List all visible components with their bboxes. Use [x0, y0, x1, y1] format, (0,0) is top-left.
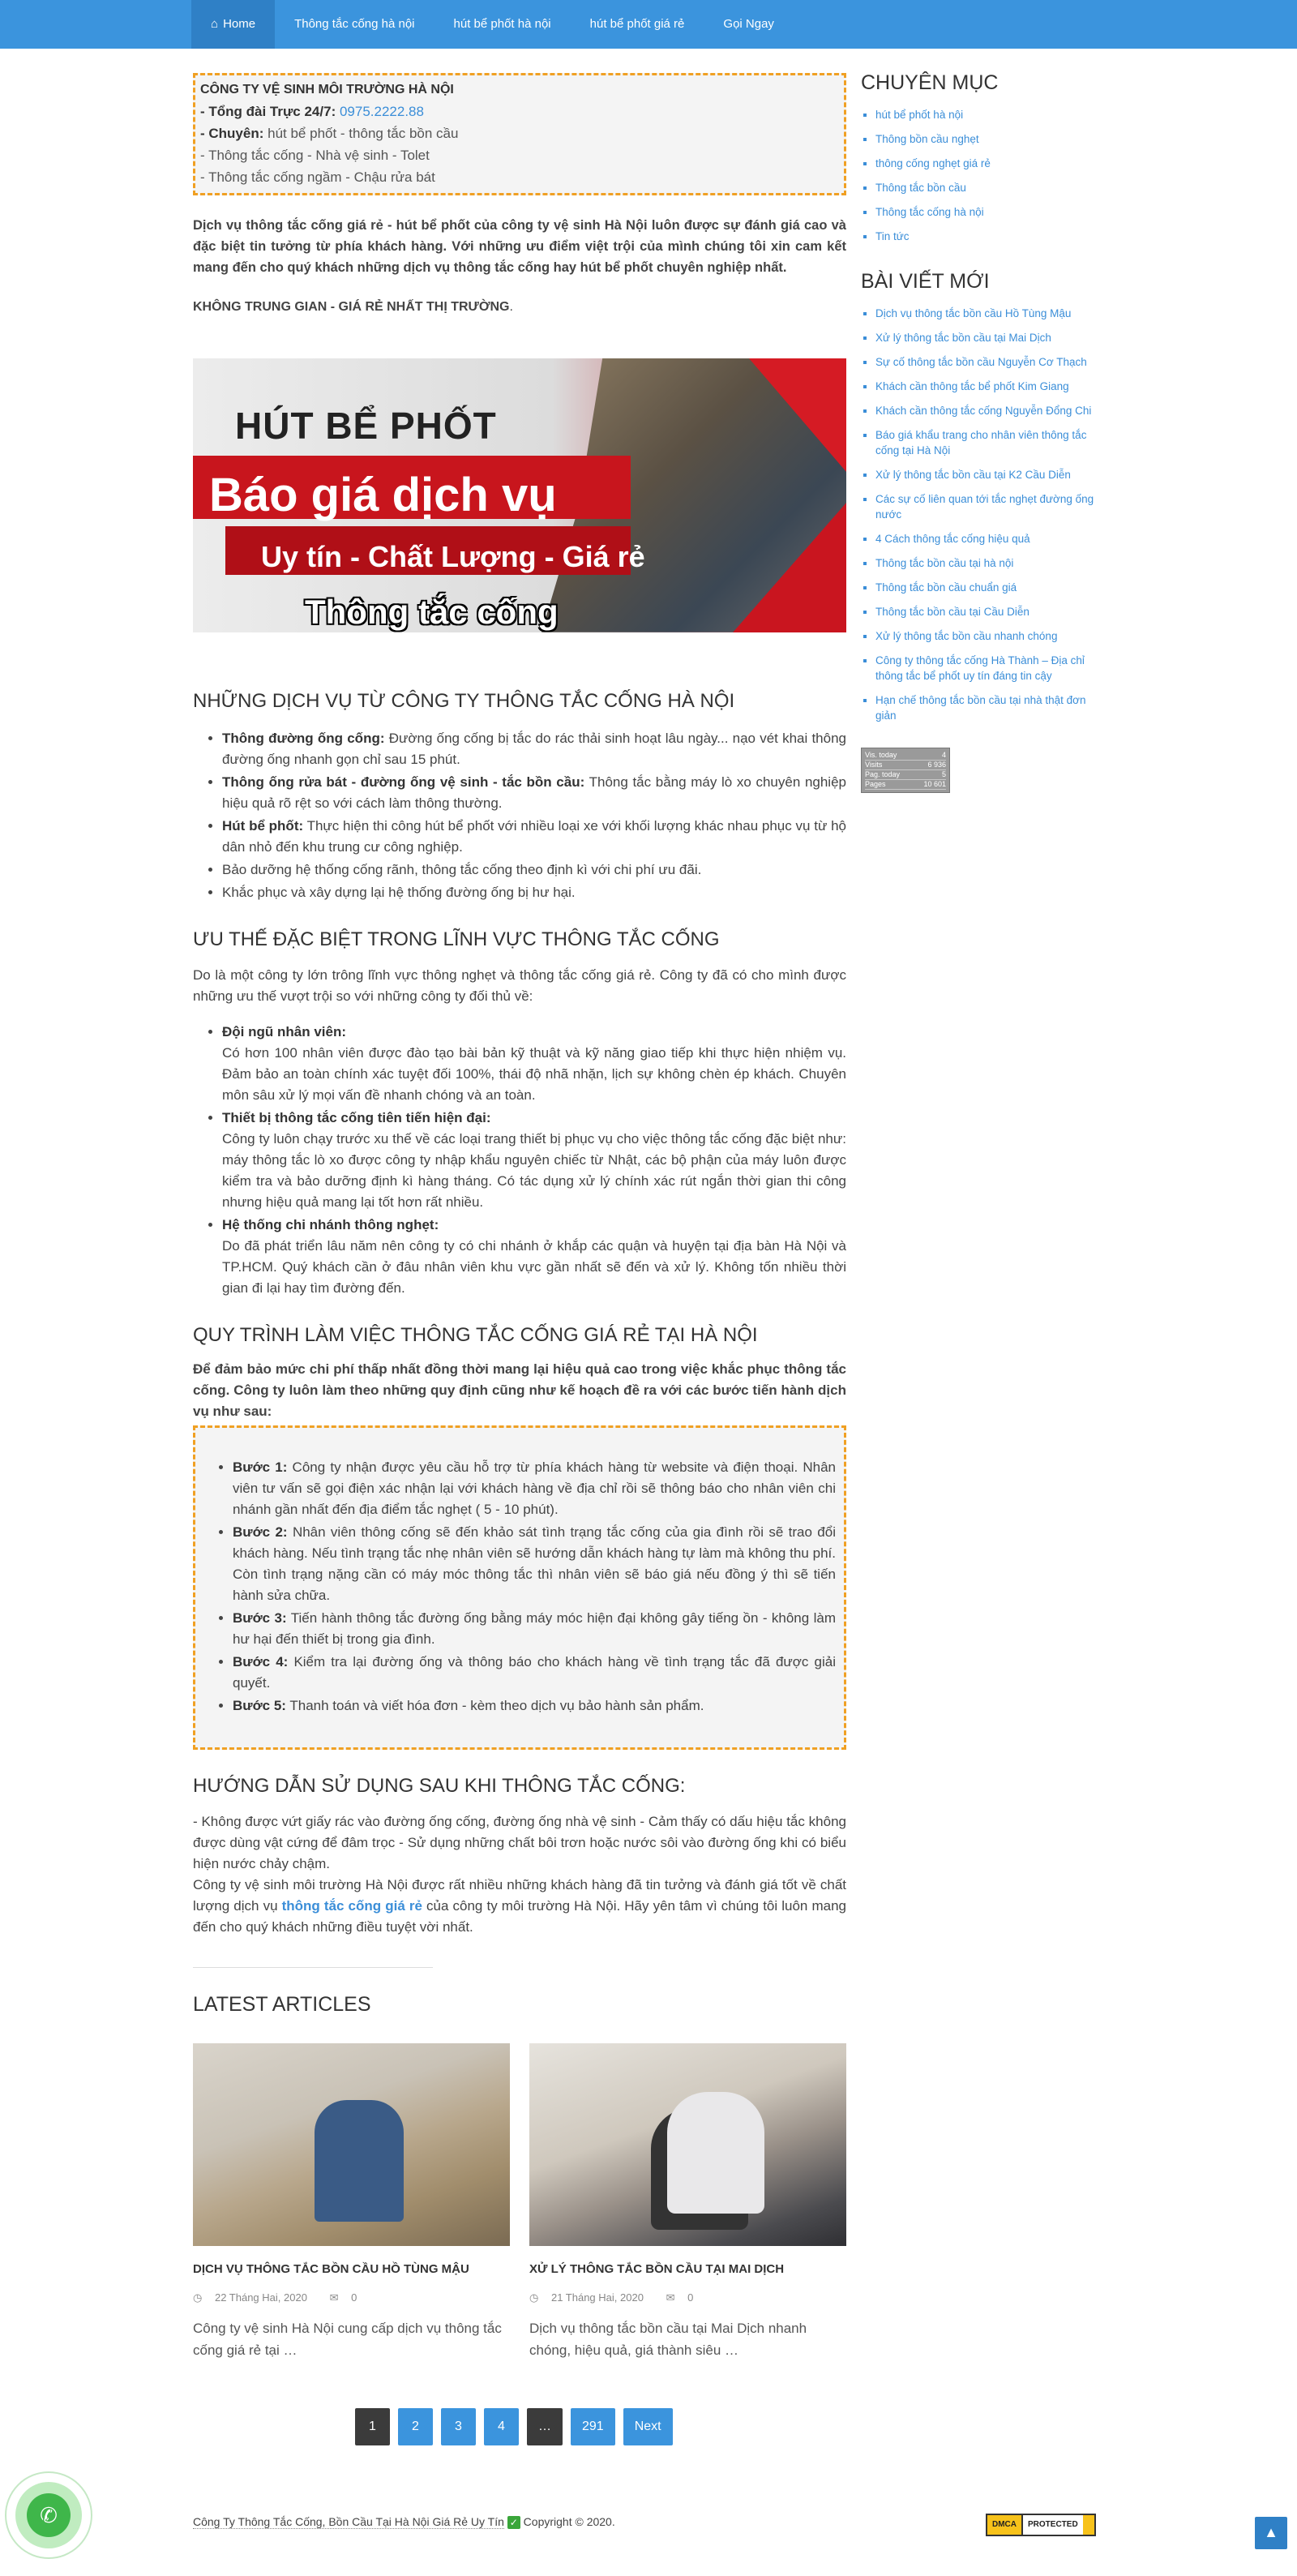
section-title-advantages: ƯU THẾ ĐẶC BIỆT TRONG LĨNH VỰC THÔNG TẮC CỐNG	[193, 928, 720, 950]
category-item: ▪ hút bể phốt hà nội	[875, 107, 1104, 122]
company-name: CÔNG TY VỆ SINH MÔI TRƯỜNG HÀ NỘI	[200, 83, 454, 96]
next-page-button[interactable]: Next	[623, 2408, 673, 2445]
recent-post-item: ▪ Báo giá khẩu trang cho nhân viên thông tắc cống tại Hà Nội	[875, 427, 1104, 458]
process-step: • Bước 1: Công ty nhận được yêu cầu hỗ trợ từ phía khách hàng từ website và điện thoại. Nhân viên tư vấn sẽ gọi điện xác nhận lại với khách hàng về địa chỉ rồi sẽ thông báo cho nhân viên chi nhánh gần nhất đến địa điểm tắc nghẹt ( 5 - 10 phút).	[233, 1457, 836, 1520]
recent-posts-title: BÀI VIẾT MỚI	[861, 270, 990, 293]
banner-decoration	[733, 503, 846, 632]
latest-articles-title: LATEST ARTICLES	[193, 1992, 371, 2016]
list-item: • Thông ống rửa bát - đường ống vệ sinh - tắc bồn cầu: Thông tắc bằng máy lò xo chuyên nghiệp hiệu quả rõ rệt so với cách làm thông thường.	[222, 772, 846, 814]
process-steps-box	[193, 1425, 846, 1750]
process-step: • Bước 2: Nhân viên thông cống sẽ đến khảo sát tình trạng tắc cống của gia đình rồi sẽ trao đổi khách hàng. Nếu tình trạng tắc nhẹ nhân viên sẽ hướng dẫn khách hàng tự làm mà không thu phí. Còn tình trạng nặng cần có máy móc thông tắc thì nhân viên sẽ báo giá nếu đồng ý thì sẽ tiến hành sửa chữa.	[233, 1522, 836, 1606]
visitor-counter	[861, 748, 950, 793]
article-meta: ◷ 22 Tháng Hai, 2020 ✉ 0	[193, 2291, 357, 2304]
category-item: ▪ thông cống nghẹt giá rẻ	[875, 156, 1104, 171]
comment-icon: ✉	[666, 2291, 675, 2304]
banner-heading: HÚT BỂ PHỐT	[235, 404, 497, 447]
banner-subheading: Báo giá dịch vụ	[209, 468, 557, 521]
article-card	[193, 2043, 510, 2361]
nav-item-hut-be-phot-gia-re[interactable]: hút bể phốt giá rẻ	[589, 17, 685, 32]
recent-post-item: ▪ Khách cần thông tắc bể phốt Kim Giang	[875, 379, 1104, 394]
counter-row: Pag. today 5	[865, 770, 946, 778]
page-last[interactable]: 291	[571, 2408, 615, 2445]
recent-post-item: ▪ Xử lý thông tắc bồn cầu nhanh chóng	[875, 628, 1104, 644]
advantages-intro: Do là một công ty lớn trông lĩnh vực thông nghẹt và thông tắc cống giá rẻ. Công ty đã có cho mình được những ưu thế vượt trội so với những công ty đối thủ về:	[193, 967, 846, 1004]
footer-site-link[interactable]: Công Ty Thông Tắc Cống, Bồn Cầu Tại Hà Nội Giá Rẻ Uy Tín	[193, 2515, 504, 2528]
guide-paragraph: - Không được vứt giấy rác vào đường ống cống, đường ống nhà vệ sinh - Cảm thấy có dấu hiệu tắc không được dùng vật cứng để đâm trọc - Sử dụng những chất bôi trơn hoặc nước sôi vào đường ống khi có biểu hiện nước chảy chậm.	[193, 1813, 846, 1871]
recent-post-item: ▪ Xử lý thông tắc bồn cầu tại Mai Dịch	[875, 330, 1104, 345]
hotline-link[interactable]: 0975.2222.88	[339, 104, 424, 119]
section-title-process: QUY TRÌNH LÀM VIỆC THÔNG TẮC CỐNG GIÁ RẺ TẠI HÀ NỘI	[193, 1323, 758, 1346]
section-title-guide: HƯỚNG DẪN SỬ DỤNG SAU KHI THÔNG TẮC CỐNG:	[193, 1774, 686, 1797]
scroll-to-top-button[interactable]	[1255, 2517, 1287, 2549]
specialty-line: - Chuyên: hút bể phốt - thông tắc bồn cầu	[200, 126, 459, 141]
recent-post-item: ▪ Công ty thông tắc cống Hà Thành – Địa chỉ thông tắc bể phốt uy tín đáng tin cậy	[875, 653, 1104, 684]
comment-icon: ✉	[329, 2291, 339, 2304]
counter-row: Pages 10 601	[865, 780, 946, 788]
top-navigation	[0, 0, 1297, 49]
page-4[interactable]: 4	[484, 2408, 519, 2445]
article-title[interactable]: DỊCH VỤ THÔNG TẮC BỒN CẦU HỒ TÙNG MẬU	[193, 2261, 469, 2276]
category-item: ▪ Thông bồn cầu nghẹt	[875, 131, 1104, 147]
clock-icon: ◷	[529, 2291, 539, 2304]
service-line: - Thông tắc cống ngầm - Chậu rửa bát	[200, 169, 435, 185]
nav-home-label: Home	[223, 17, 256, 32]
call-now-button[interactable]	[5, 2471, 92, 2559]
article-excerpt: Công ty vệ sinh Hà Nội cung cấp dịch vụ thông tắc cống giá rẻ tại …	[193, 2320, 502, 2358]
sidebar	[861, 70, 1104, 793]
process-intro: Để đảm bảo mức chi phí thấp nhất đồng thời mang lại hiệu quả cao trong việc khắc phục thông tắc cống. Công ty luôn làm theo những quy định cũng như kế hoạch đề ra với các bước tiến hành dịch vụ như sau:	[193, 1361, 846, 1419]
list-item: • Thông đường ống cống: Đường ống cống bị tắc do rác thải sinh hoạt lâu ngày... nạo vét khai thông đường ống nhanh gọn chỉ sau 15 phút.	[222, 728, 846, 770]
article-thumbnail[interactable]	[529, 2043, 846, 2246]
article-card	[529, 2043, 846, 2361]
category-item: ▪ Tin tức	[875, 229, 1104, 244]
pagination	[355, 2408, 673, 2445]
list-item: • Thiết bị thông tắc cống tiên tiến hiện đại: Công ty luôn chạy trước xu thế về các loại trang thiết bị phục vụ cho việc thông tắc cống đặc biệt như: máy thông tắc lò xo được công ty nhập khẩu nguyên chiếc từ Nhật, các bộ phận của máy luôn được kiểm tra và bảo dưỡng định kì hàng tháng. Có tác dụng xử lý chính xác rút ngắn thời gian thi công nhưng hiệu quả mang lại tốt hơn rất nhiều.	[222, 1108, 846, 1213]
recent-post-item: ▪ 4 Cách thông tắc cống hiệu quả	[875, 531, 1104, 546]
closing-paragraph: Công ty vệ sinh môi trường Hà Nội được rất nhiều những khách hàng đã tin tưởng và đánh giá tốt về chất lượng dịch vụ thông tắc cống giá rẻ của công ty môi trường Hà Nội. Hãy yên tâm vì chúng tôi luôn mang đến cho quý khách những điều tuyệt vời nhất.	[193, 1876, 846, 1935]
page-2[interactable]: 2	[398, 2408, 433, 2445]
recent-post-item: ▪ Hạn chế thông tắc bồn cầu tại nhà thật đơn giản	[875, 692, 1104, 723]
hotline-line: - Tổng đài Trực 24/7: 0975.2222.88	[200, 104, 424, 119]
categories-list	[861, 107, 1104, 244]
list-item: • Bảo dưỡng hệ thống cống rãnh, thông tắc cống theo định kì với chi phí ưu đãi.	[222, 859, 846, 881]
category-item: ▪ Thông tắc cống hà nội	[875, 204, 1104, 220]
list-item: • Khắc phục và xây dựng lại hệ thống đường ống bị hư hại.	[222, 882, 846, 903]
recent-post-item: ▪ Sự cố thông tắc bồn cầu Nguyễn Cơ Thạch	[875, 354, 1104, 370]
list-item: • Hệ thống chi nhánh thông nghẹt: Do đã phát triển lâu năm nên công ty có chi nhánh ở khắp các quận và huyện tại địa bàn Hà Nội và TP.HCM. Quý khách cần ở đâu nhân viên khu vực gần nhất sẽ đến và xử lý. Không tốn nhiều thời gian đi lại hay tìm đường đến.	[222, 1215, 846, 1299]
nav-item-hut-be-phot[interactable]: hút bể phốt hà nội	[453, 17, 551, 32]
article-title[interactable]: XỬ LÝ THÔNG TẮC BỒN CẦU TẠI MAI DỊCH	[529, 2261, 785, 2276]
copyright-text: Copyright © 2020.	[520, 2515, 615, 2528]
categories-title: CHUYÊN MỤC	[861, 71, 999, 94]
recent-post-item: ▪ Thông tắc bồn cầu chuẩn giá	[875, 580, 1104, 595]
phone-icon: ✆	[27, 2493, 71, 2537]
check-icon: ✓	[507, 2516, 520, 2529]
recent-post-item: ▪ Thông tắc bồn cầu tại hà nội	[875, 555, 1104, 571]
counter-row: Vis. today 4	[865, 751, 946, 759]
main-content	[193, 73, 846, 2361]
tagline: KHÔNG TRUNG GIAN - GIÁ RẺ NHẤT THỊ TRƯỜNG.	[193, 300, 513, 314]
article-meta: ◷ 21 Tháng Hai, 2020 ✉ 0	[529, 2291, 694, 2304]
footer	[193, 2514, 615, 2531]
page-1[interactable]: 1	[355, 2408, 390, 2445]
nav-item-thong-tac-cong[interactable]: Thông tắc cống hà nội	[294, 17, 415, 32]
recent-post-item: ▪ Các sự cố liên quan tới tắc nghẹt đường ống nước	[875, 491, 1104, 522]
latest-articles	[193, 2043, 846, 2361]
article-thumbnail[interactable]	[193, 2043, 510, 2246]
banner-caption: Thông tắc cống	[305, 592, 559, 631]
thong-tac-cong-link[interactable]: thông tắc cống giá rẻ	[281, 1897, 422, 1914]
list-item: • Đội ngũ nhân viên: Có hơn 100 nhân viên được đào tạo bài bản kỹ thuật và kỹ năng giao tiếp khi thực hiện nhiệm vụ. Đảm bảo an toàn chính xác tuyệt đối 100%, thái độ nhã nhặn, lịch sự không chèn ép khách. Chuyên môn sâu xử lý mọi vấn đề nhanh chóng và an toàn.	[222, 1022, 846, 1106]
clock-icon: ◷	[193, 2291, 203, 2304]
contact-info-box	[193, 73, 846, 195]
article-excerpt: Dịch vụ thông tắc bồn cầu tại Mai Dịch nhanh chóng, hiệu quả, giá thành siêu …	[529, 2320, 807, 2358]
nav-home[interactable]	[191, 0, 275, 49]
recent-post-item: ▪ Thông tắc bồn cầu tại Cầu Diễn	[875, 604, 1104, 619]
nav-item-goi-ngay[interactable]: Gọi Ngay	[723, 17, 774, 32]
advantages-list	[193, 1022, 846, 1299]
process-step: • Bước 5: Thanh toán và viết hóa đơn - kèm theo dịch vụ bảo hành sản phẩm.	[233, 1695, 836, 1717]
intro-paragraph: Dịch vụ thông tắc cống giá rẻ - hút bể phốt của công ty vệ sinh Hà Nội luôn được sự đánh giá cao và đặc biệt tin tưởng từ phía khách hàng. Với những ưu điểm việt trội của mình chúng tôi xin cam kết mang đến cho quý khách những dịch vụ thông tắc cống hay hút bể phốt chuyên nghiệp nhất.	[193, 218, 846, 275]
category-item: ▪ Thông tắc bồn cầu	[875, 180, 1104, 195]
recent-posts-list	[861, 306, 1104, 723]
banner-decoration	[749, 358, 846, 472]
arrow-up-icon: ▲	[1264, 2524, 1278, 2541]
list-item: • Hút bể phốt: Thực hiện thi công hút bể phốt với nhiều loại xe với khối lượng khác nhau phục vụ từ hộ dân nhỏ đến khu trung cư công nghiệp.	[222, 816, 846, 858]
section-title-services: NHỮNG DỊCH VỤ TỪ CÔNG TY THÔNG TẮC CỐNG HÀ NỘI	[193, 689, 735, 712]
banner-image	[193, 358, 846, 632]
process-step: • Bước 3: Tiến hành thông tắc đường ống bằng máy móc hiện đại không gây tiếng ồn - không làm hư hại đến thiết bị trong gia đình.	[233, 1608, 836, 1650]
recent-post-item: ▪ Khách cần thông tắc cống Nguyễn Đổng Chi	[875, 403, 1104, 418]
recent-post-item: ▪ Dịch vụ thông tắc bồn cầu Hồ Tùng Mậu	[875, 306, 1104, 321]
process-step: • Bước 4: Kiểm tra lại đường ống và thông báo cho khách hàng về tình trạng tắc đã được giải quyết.	[233, 1652, 836, 1694]
recent-post-item: ▪ Xử lý thông tắc bồn cầu tại K2 Cầu Diễn	[875, 467, 1104, 482]
page-ellipsis: …	[527, 2408, 563, 2445]
service-line: - Thông tắc cống - Nhà vệ sinh - Tolet	[200, 148, 430, 163]
divider	[193, 1967, 433, 1968]
services-list	[193, 728, 846, 903]
dmca-badge[interactable]: DMCA PROTECTED	[986, 2514, 1096, 2536]
home-icon: ⌂	[211, 17, 219, 32]
page-3[interactable]: 3	[441, 2408, 476, 2445]
counter-row: Visits 6 936	[865, 761, 946, 769]
banner-slogan: Uy tín - Chất Lượng - Giá rẻ	[261, 539, 645, 573]
